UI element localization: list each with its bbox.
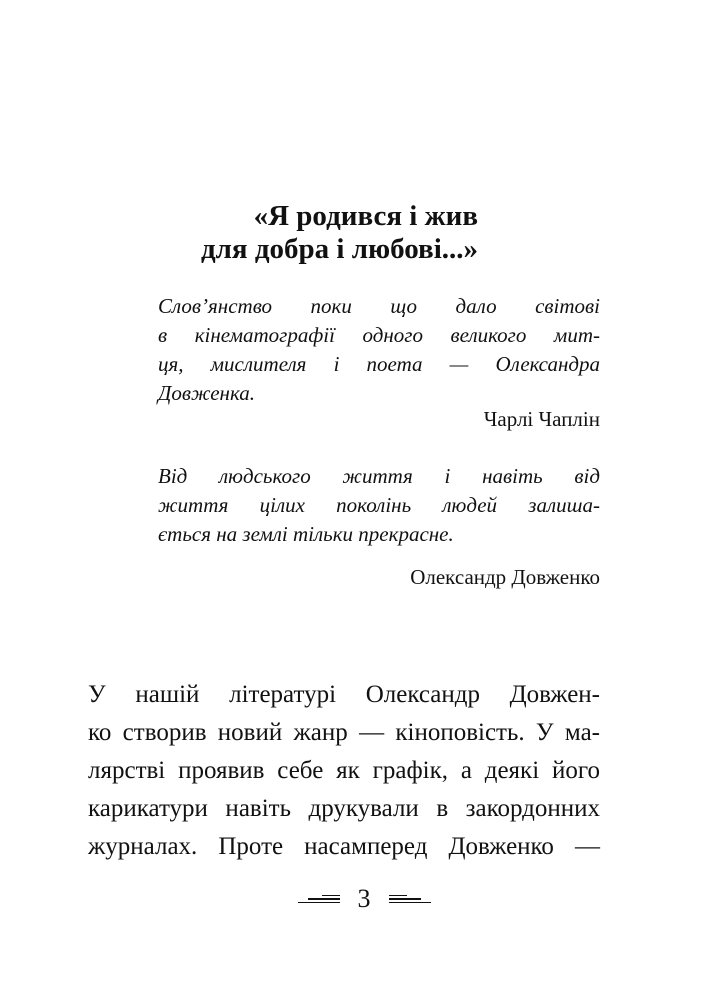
page-number: 3 bbox=[357, 884, 371, 913]
body-line-2: ко створив новий жанр — кіноповість. У ма- bbox=[88, 719, 600, 746]
epigraph-2-line-3: ється на землі тільки прекрасне. bbox=[158, 522, 454, 546]
epigraph-1-line-3: ця, мислителя і поета — Олександра bbox=[158, 352, 600, 376]
left-ornament-icon bbox=[298, 895, 340, 904]
body-line-5: журналах. Проте насамперед Довженко — bbox=[88, 833, 600, 860]
epigraph-2-quote bbox=[158, 462, 600, 549]
chapter-title-line-2: для добра і любові...» bbox=[200, 233, 478, 265]
body-line-3: лярстві проявив себе як графік, а деякі його bbox=[88, 757, 600, 784]
epigraph-2-author: Олександр Довженко bbox=[410, 565, 600, 589]
epigraph-2-line-2: життя цілих поколінь людей залиша- bbox=[158, 493, 600, 517]
page-footer bbox=[0, 884, 728, 914]
chapter-title-line-1: «Я родився і жив bbox=[253, 200, 478, 232]
chapter-title bbox=[150, 200, 478, 266]
body-line-4: карикатури навіть друкували в закордонних bbox=[88, 795, 600, 822]
epigraph-2-line-1: Від людського життя і навіть від bbox=[158, 464, 600, 488]
epigraph-1-line-4: Довженка. bbox=[158, 381, 256, 405]
epigraph-1-quote bbox=[158, 292, 600, 408]
body-paragraph bbox=[88, 676, 600, 866]
body-line-1: У нашій літературі Олександр Довжен- bbox=[88, 681, 600, 708]
epigraph-1-author: Чарлі Чаплін bbox=[483, 407, 600, 431]
right-ornament-icon bbox=[389, 895, 431, 904]
epigraph-1-line-1: Слов’янство поки що дало світові bbox=[158, 294, 600, 318]
epigraph-1-line-2: в кінематографії одного великого мит- bbox=[158, 323, 600, 347]
